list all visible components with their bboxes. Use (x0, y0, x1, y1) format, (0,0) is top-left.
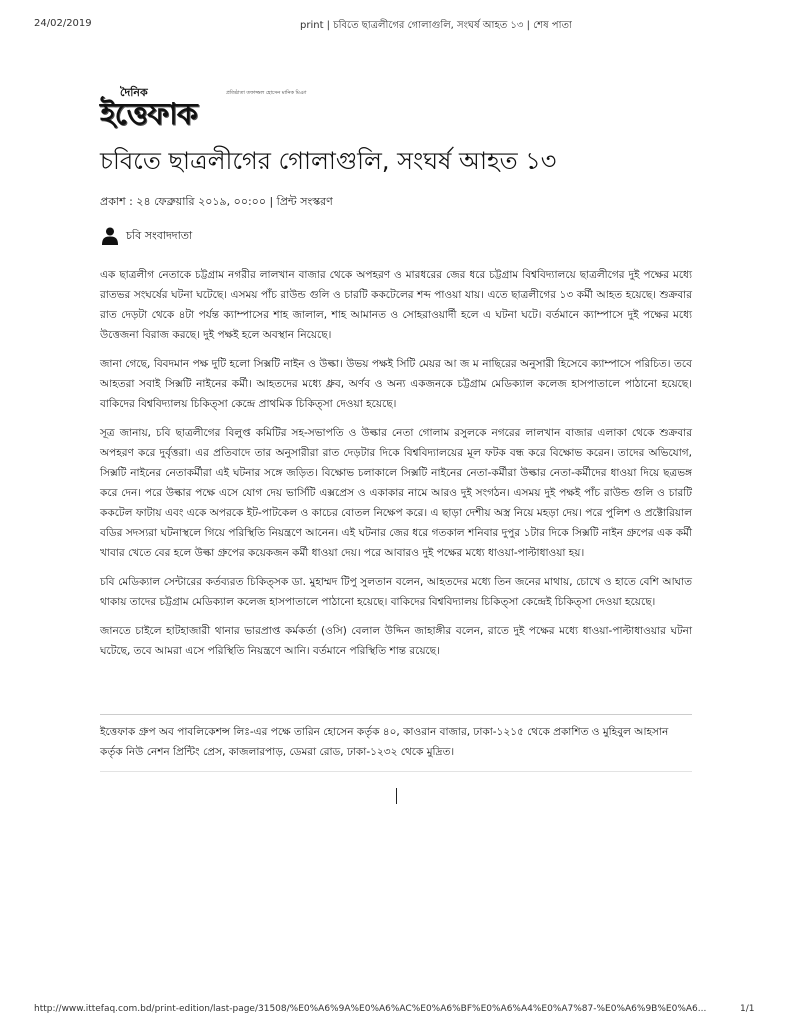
article-headline: চবিতে ছাত্রলীগের গোলাগুলি, সংঘর্ষ আহত ১৩ (100, 147, 557, 175)
article-meta: প্রকাশ : ২৪ ফেব্রুয়ারি ২০১৯, ০০:০০ | প্রিন্ট সংস্করণ (100, 195, 333, 208)
print-footer (0, 994, 791, 1024)
print-date: 24/02/2019 (34, 18, 92, 29)
user-icon (102, 227, 118, 245)
print-url: http://www.ittefaq.com.bd/print-edition/last-page/31508/%E0%A6%9A%E0%A6%AC%E0%A6%BF%E0%A6%A4%E0%A7%87-%E0%A6%9B%E0%A6... (34, 1004, 707, 1014)
article-paragraph: সূত্র জানায়, চবি ছাত্রলীগের বিলুপ্ত কমিটির সহ-সভাপতি ও উল্কার নেতা গোলাম রসুলকে নগরের লালখান বাজার এলাকা থেকে শুক্রবার অপহরণ করে দুর্বৃত্তরা। এর প্রতিবাদে তার অনুসারীরা রাত দেড়টার দিকে বিশ্ববিদ্যালয়ের মূল ফটক বন্ধ করে বিক্ষোভ করেন। তাদের অভিযোগ, সিক্সটি নাইনের নেতাকর্মীরা এই ঘটনার সঙ্গে জড়িত। বিক্ষোভ চলাকালে সিক্সটি নাইনের নেতা-কর্মীরা উল্কার নেতা-কর্মীদের ধাওয়া দিয়ে ছত্রভঙ্গ করে দেন। পরে উল্কার পক্ষে এসে যোগ দেয় ভার্সিটি এক্সপ্রেস ও একাকার নামে আরও দুই সংগঠন। এসময় দুই পক্ষই পাঁচ রাউন্ড গুলি ও চারটি ককটেল ফাটায় এবং একে অপরকে ইট-পাটকেল ও কাচের বোতল নিক্ষেপ করে। এ ছাড়া দেশীয় অস্ত্র নিয়ে মহড়া দেয়। পরে পুলিশ ও প্রক্টোরিয়াল বডির সদস্যরা ঘটনাস্থলে গিয়ে পরিস্থিতি নিয়ন্ত্রণে আনেন। এই ঘটনার জের ধরে গতকাল শনিবার দুপুর ১টার দিকে সিক্সটি নাইন গ্রুপের এক কর্মী খাবার খেতে বের হলে উল্কা গ্রুপের কয়েকজন কর্মী ধাওয়া দেয়। পরে আবারও দুই পক্ষের মধ্যে ধাওয়া-পাল্টাধাওয়া হয়। (100, 427, 692, 559)
article-paragraph: জানতে চাইলে হাটহাজারী থানার ভারপ্রাপ্ত কর্মকর্তা (ওসি) বেলাল উদ্দিন জাহাঙ্গীর বলেন, রাতে দুই পক্ষের মধ্যে ধাওয়া-পাল্টাধাওয়ার ঘটনা ঘটেছে, তবে আমরা এসে পরিস্থিতি নিয়ন্ত্রণে আনি। বর্তমানে পরিস্থিতি শান্ত রয়েছে। (100, 625, 692, 657)
ittefaq-logo[interactable] (100, 84, 307, 132)
logo-tagline: প্রতিষ্ঠাতা তফাজ্জল হোসেন মানিক মিঞা (226, 90, 307, 96)
logo-small-text: দৈনিক (120, 86, 148, 99)
print-header (0, 0, 791, 40)
article-paragraph: জানা গেছে, বিবদমান পক্ষ দুটি হলো সিক্সটি নাইন ও উল্কা। উভয় পক্ষই সিটি মেয়র আ জ ম নাছিরের অনুসারী হিসেবে ক্যাম্পাসে পরিচিত। তবে আহতরা সবাই সিক্সটি নাইনের কর্মী। আহতদের মধ্যে ধ্রুব, অর্ণব ও অন্য একজনকে চট্টগ্রাম মেডিক্যাল কলেজ হাসপাতালে পাঠানো হয়েছে। বাকিদের বিশ্ববিদ্যালয় চিকিত্সা কেন্দ্রে প্রাথমিক চিকিত্সা দেওয়া হয়েছে। (100, 358, 692, 410)
text-cursor (396, 788, 397, 804)
article-paragraph: এক ছাত্রলীগ নেতাকে চট্টগ্রাম নগরীর লালখান বাজার থেকে অপহরণ ও মারধরের জের ধরে চট্টগ্রাম বিশ্ববিদ্যালয়ে ছাত্রলীগের দুই পক্ষের মধ্যে রাতভর সংঘর্ষের ঘটনা ঘটেছে। এসময় পাঁচ রাউন্ড গুলি ও চারটি ককটেলের শব্দ পাওয়া যায়। এতে ছাত্রলীগের ১৩ কর্মী আহত হয়েছে। শুক্রবার রাত দেড়টা থেকে ৪টা পর্যন্ত ক্যাম্পাসের শাহ জালাল, শাহ আমানত ও সোহরাওয়ার্দী হলে এ ঘটনা ঘটে। বর্তমানে ক্যাম্পাসে দুই পক্ষের মধ্যে উত্তেজনা বিরাজ করছে। দুই পক্ষই হলে অবস্থান নিয়েছে। (100, 269, 692, 341)
print-page-title: print | চবিতে ছাত্রলীগের গোলাগুলি, সংঘর্ষ আহত ১৩ | শেষ পাতা (300, 20, 572, 31)
article-paragraph: চবি মেডিক্যাল সেন্টারের কর্তব্যরত চিকিত্সক ডা. মুহাম্মদ টিপু সুলতান বলেন, আহতদের মধ্যে তিন জনের মাথায়, চোখে ও হাতে বেশি আঘাত থাকায় তাদের চট্টগ্রাম মেডিক্যাল কলেজ হাসপাতালে পাঠানো হয়েছে। বাকিদের বিশ্ববিদ্যালয় চিকিত্সা কেন্দ্রেই চিকিত্সা দেওয়া হয়েছে। (100, 576, 692, 608)
print-page-number: 1/1 (740, 1004, 755, 1014)
divider (100, 714, 692, 715)
article-body (100, 265, 692, 670)
article-author (102, 226, 192, 246)
logo-main-text: ইত্তেফাক (100, 97, 197, 132)
author-name: চবি সংবাদদাতা (126, 228, 193, 242)
divider (100, 771, 692, 772)
publisher-info: ইত্তেফাক গ্রুপ অব পাবলিকেশন্স লিঃ-এর পক্ষে তারিন হোসেন কর্তৃক ৪০, কাওরান বাজার, ঢাকা-১২১৫ থেকে প্রকাশিত ও মুহিবুল আহসান কর্তৃক নিউ নেশন প্রিন্টিং প্রেস, কাজলারপাড়, ডেমরা রোড, ঢাকা-১২৩২ থেকে মুদ্রিত। (100, 726, 669, 758)
